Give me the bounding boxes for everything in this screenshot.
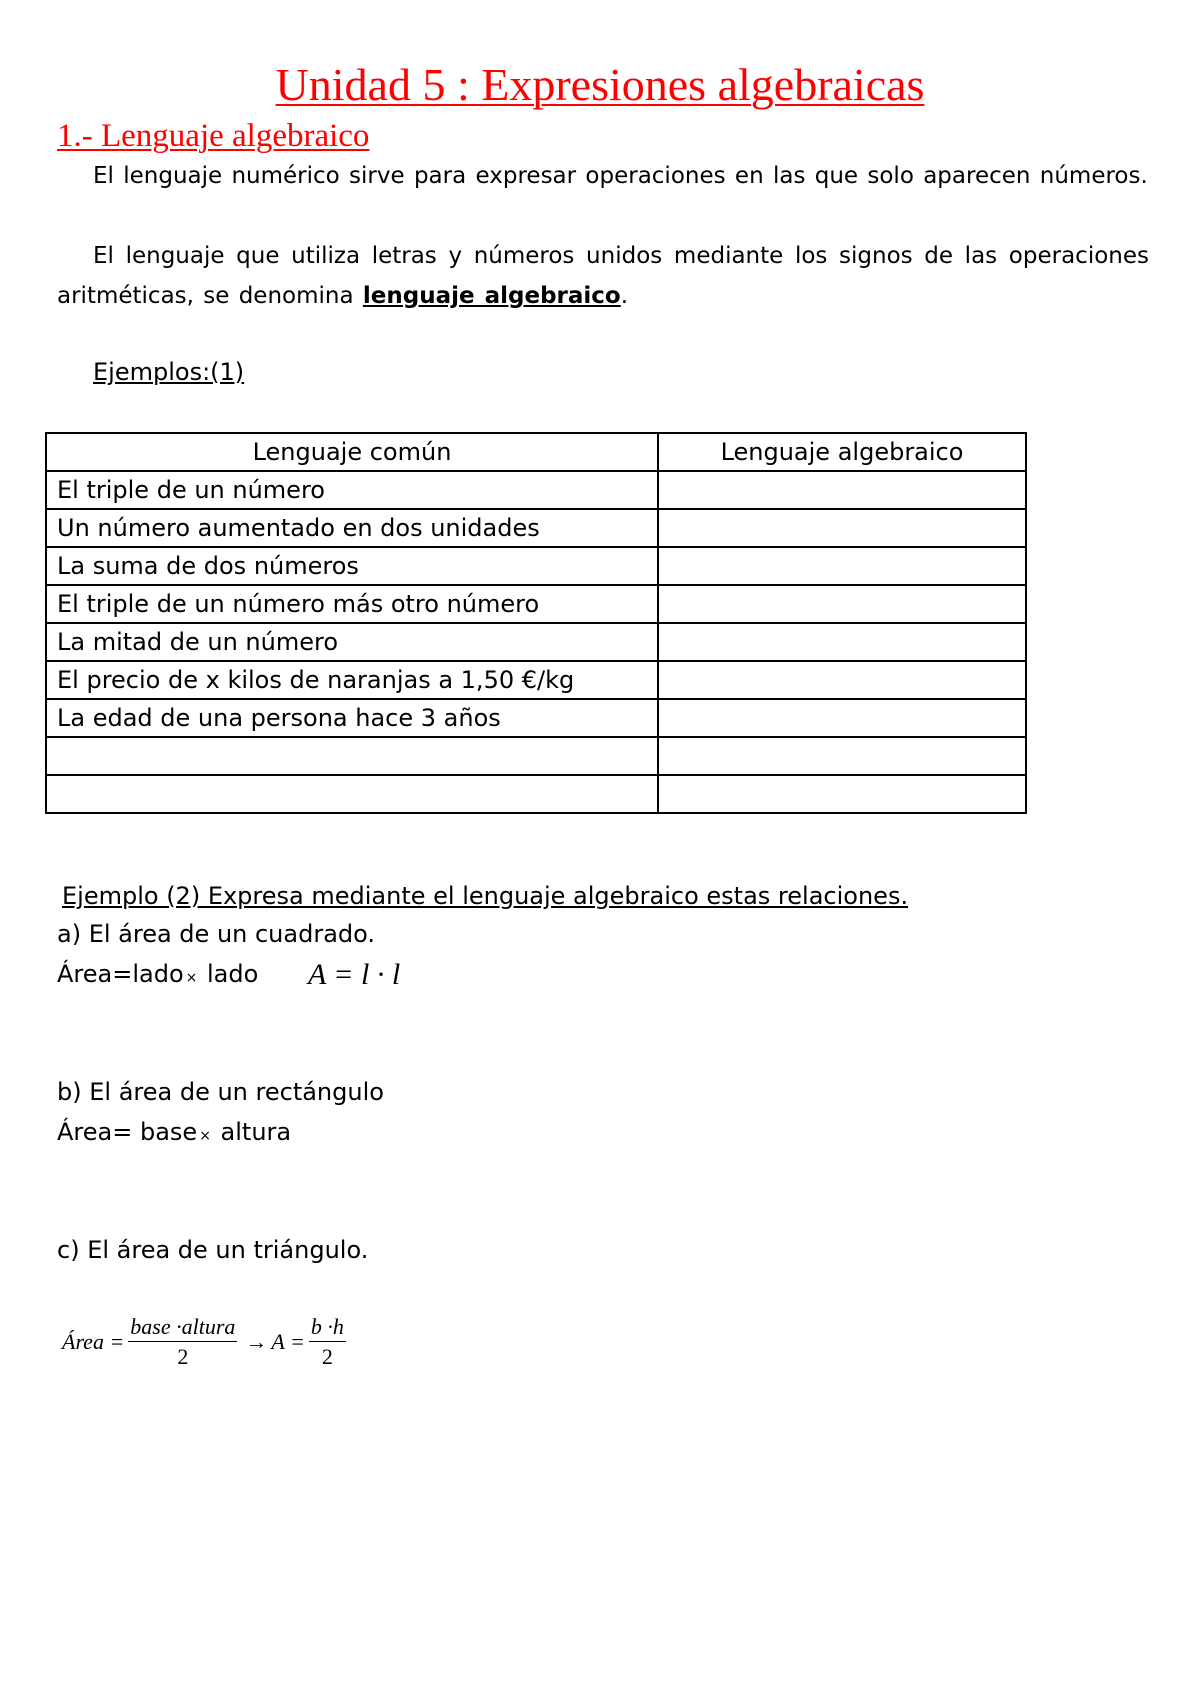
- key-term: lenguaje algebraico: [362, 283, 621, 309]
- section-heading: 1.- Lenguaje algebraico: [57, 118, 370, 154]
- example2-heading: Ejemplo (2) Expresa mediante el lenguaje algebraico estas relaciones.: [62, 882, 909, 910]
- common-cell: La mitad de un número: [46, 623, 658, 661]
- table-row: [46, 775, 1026, 813]
- triangle-area-formula: [62, 1314, 350, 1370]
- algebraic-cell[interactable]: [658, 623, 1026, 661]
- table-row: [46, 509, 1026, 547]
- table-header-row: [46, 433, 1026, 471]
- algebraic-cell[interactable]: [658, 585, 1026, 623]
- table-row: [46, 737, 1026, 775]
- square-area-formula: A = l · l: [308, 958, 401, 991]
- fraction-numerator: base ·altura: [128, 1314, 237, 1342]
- table-row: [46, 471, 1026, 509]
- item-a-formula-text: [57, 960, 258, 988]
- common-cell: Un número aumentado en dos unidades: [46, 509, 658, 547]
- fraction-numerator: b ·h: [309, 1314, 346, 1342]
- fraction-b-h: [309, 1314, 346, 1370]
- table-row: [46, 547, 1026, 585]
- formula-a-label: A =: [271, 1329, 305, 1354]
- fraction-base-height: [128, 1314, 237, 1370]
- common-cell: El triple de un número más otro número: [46, 585, 658, 623]
- table-row: [46, 585, 1026, 623]
- common-cell[interactable]: [46, 737, 658, 775]
- paragraph-algebraic-language: [57, 236, 1149, 316]
- language-table: [45, 432, 1027, 814]
- paragraph-numeric-language: El lenguaje numérico sirve para expresar operaciones en las que solo aparecen números.: [93, 163, 1148, 189]
- area-factor: lado: [199, 960, 259, 988]
- item-a-title: a) El área de un cuadrado.: [57, 920, 376, 948]
- header-algebraic-language: Lenguaje algebraico: [658, 433, 1026, 471]
- area-label: Área=lado: [57, 960, 184, 988]
- item-c-title: c) El área de un triángulo.: [57, 1236, 369, 1264]
- header-common-language: Lenguaje común: [46, 433, 658, 471]
- times-sign: ×: [185, 970, 198, 986]
- common-cell: El precio de x kilos de naranjas a 1,50 €/kg: [46, 661, 658, 699]
- paragraph-period: .: [620, 283, 629, 309]
- formula-area-label: Área =: [62, 1329, 125, 1354]
- document-title: Unidad 5 : Expresiones algebraicas: [275, 59, 925, 110]
- algebraic-cell[interactable]: [658, 471, 1026, 509]
- algebraic-cell[interactable]: [658, 509, 1026, 547]
- times-sign: ×: [199, 1128, 211, 1144]
- common-cell: La suma de dos números: [46, 547, 658, 585]
- table-row: [46, 661, 1026, 699]
- area-factor: altura: [212, 1118, 292, 1146]
- algebraic-cell[interactable]: [658, 547, 1026, 585]
- arrow-icon: →: [245, 1329, 268, 1354]
- item-b-title: b) El área de un rectángulo: [57, 1078, 384, 1106]
- algebraic-cell[interactable]: [658, 737, 1026, 775]
- item-b-formula-text: [57, 1118, 291, 1146]
- common-cell: La edad de una persona hace 3 años: [46, 699, 658, 737]
- common-cell: El triple de un número: [46, 471, 658, 509]
- algebraic-cell[interactable]: [658, 661, 1026, 699]
- paragraph-text: El lenguaje que utiliza letras y números unidos mediante los signos de las operaciones aritméticas, se denomina: [57, 243, 1149, 309]
- fraction-denominator: 2: [321, 1344, 333, 1369]
- table-row: [46, 623, 1026, 661]
- algebraic-cell[interactable]: [658, 775, 1026, 813]
- table-row: [46, 699, 1026, 737]
- common-cell[interactable]: [46, 775, 658, 813]
- fraction-denominator: 2: [177, 1344, 189, 1369]
- area-label: Área= base: [57, 1118, 198, 1146]
- algebraic-cell[interactable]: [658, 699, 1026, 737]
- examples-heading: Ejemplos:(1): [93, 358, 245, 386]
